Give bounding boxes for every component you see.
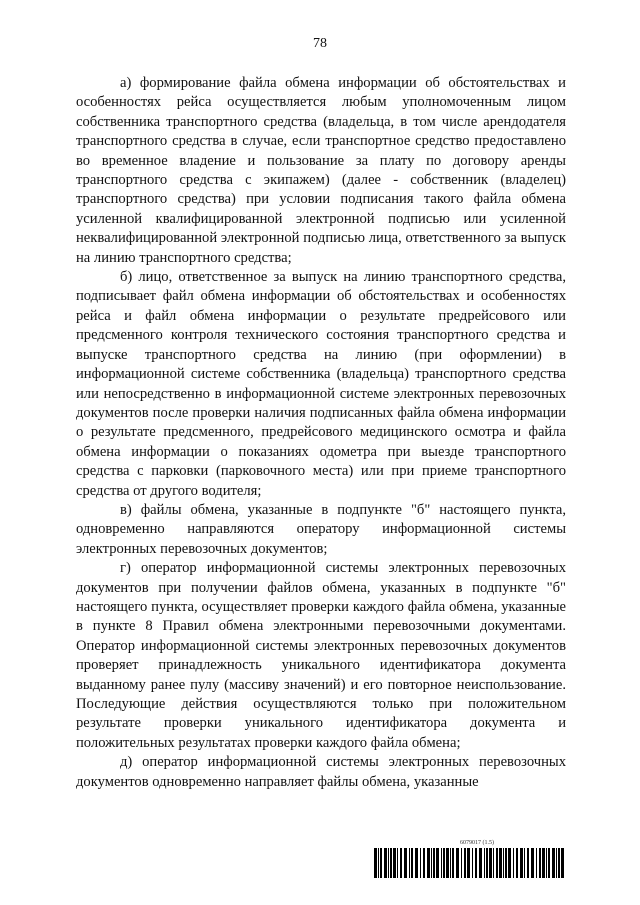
page-number: 78 [313,36,327,51]
paragraph-g: г) оператор информационной системы электронных перевозочных документов при получении файлов обмена, указанных в подпункте "б" настоящего пункта, осуществляет проверки каждого файла обмена, указанные в пункте 8 Правил обмена электронными перевозочными документами. Оператор информационной системы электронных перевозочных документов проверяет принадлежность уникального идентификатора документа выданному ранее пулу (массиву значений) и его повторное неиспользование. Последующие действия осуществляются только при положительном результате проверки уникального идентификатора документа и положительных результатах проверки каждого файла обмена; [76,560,566,751]
paragraph-d: д) оператор информационной системы электронных перевозочных документов одновременно направляет файлы обмена, указанные [76,754,566,790]
paragraph-b: б) лицо, ответственное за выпуск на линию транспортного средства, подписывает файл обмена информации об обстоятельствах и особенностях рейса и файл обмена информации о результате предрейсового или предсменного контроля технического состояния транспортного средства и выпуске транспортного средства на линию (при оформлении) в информационной системе собственника (владельца) транспортного средства или непосредственно в информационной системе электронных перевозочных документов после проверки наличия подписанных файла обмена информации о результате предсменного, предрейсового медицинского осмотра и файла обмена информации о показаниях одометра при выезде транспортного средства с парковки (парковочного места) или при приеме транспортного средства от другого водителя; [76,269,566,499]
paragraph-v: в) файлы обмена, указанные в подпункте "б" настоящего пункта, одновременно направляются оператору информационной системы электронных перевозочных документов; [76,501,566,557]
document-code: 6079017 (1.5) [460,840,494,846]
paragraph-a: а) формирование файла обмена информации об обстоятельствах и особенностях рейса осуществляется любым уполномоченным лицом собственника транспортного средства (владельца, в том числе арендодателя транспортного средства в случае, если транспортное средство предоставлено во временное владение и пользование за плату по договору аренды транспортного средства с экипажем) (далее - собственник (владелец) транспортного средства) при условии подписания такого файла обмена усиленной квалифицированной электронной подписью или усиленной неквалифицированной электронной подписью лица, ответственного за выпуск на линию транспортного средства; [76,75,566,266]
barcode-icon [374,848,564,878]
body-text [76,74,566,792]
